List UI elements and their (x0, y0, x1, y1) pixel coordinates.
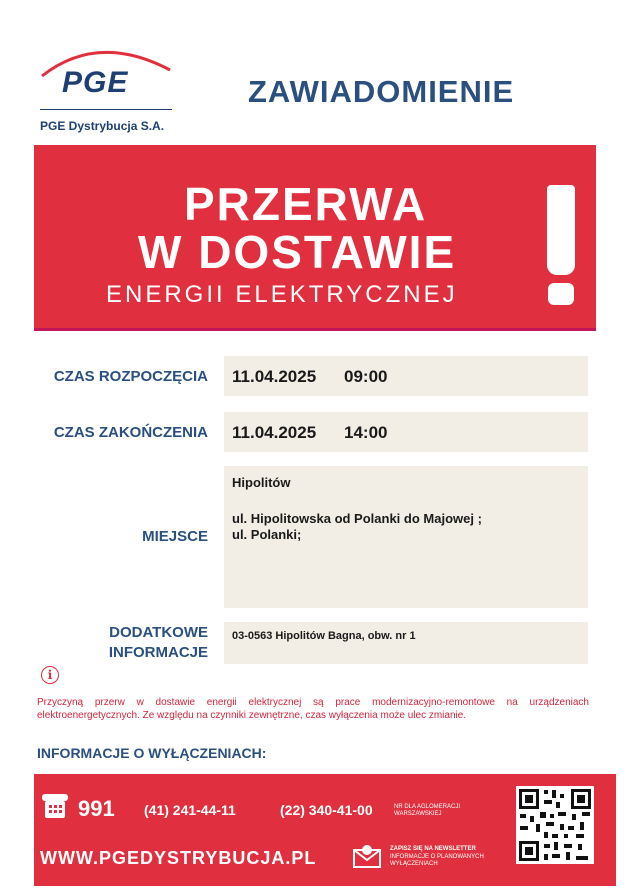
company-name: PGE Dystrybucja S.A. (40, 119, 165, 133)
start-time-label: CZAS ROZPOCZĘCIA (53, 368, 208, 385)
banner-stripe (34, 328, 596, 331)
place-street-2: ul. Polanki; (232, 527, 302, 542)
logo-divider (40, 109, 172, 110)
contact-footer (34, 774, 616, 886)
end-date: 11.04.2025 (232, 423, 317, 442)
newsletter-desc-line-2: WYŁĄCZENIACH (390, 861, 438, 867)
end-time-label: CZAS ZAKOŃCZENIA (53, 424, 208, 441)
phone-icon (40, 794, 70, 820)
qr-code-icon[interactable] (516, 786, 594, 864)
phone-warsaw-note-line-2: WARSZAWSKIEJ (394, 811, 442, 817)
start-time-box (224, 356, 588, 396)
info-icon: i (41, 666, 59, 684)
newsletter-desc (390, 854, 484, 868)
phone-warsaw: (22) 340-41-00 (280, 802, 373, 818)
place-town: Hipolitów (232, 475, 291, 490)
pge-logo (38, 38, 178, 138)
place-label: MIEJSCE (142, 528, 208, 545)
banner-line-3: ENERGII ELEKTRYCZNEJ (106, 281, 458, 308)
place-box (224, 466, 588, 608)
envelope-icon (352, 842, 382, 868)
banner-line-1: PRZERWA (184, 178, 428, 230)
phone-warsaw-note (394, 804, 460, 818)
extra-info-label-line-2: INFORMACJE (108, 644, 208, 661)
outage-note: Przyczyną przerw w dostawie energii elektrycznej są prace modernizacyjno-remontowe na urządzeniach elektroenergetycznych. Ze względu na czynniki zewnętrzne, czas wyłączenia może ulec zmianie. (37, 697, 589, 721)
end-time-box (224, 412, 588, 452)
start-date: 11.04.2025 (232, 367, 317, 386)
newsletter-desc-line-1: INFORMACJE O PLANOWANYCH (390, 854, 484, 860)
extra-info-label (34, 623, 208, 663)
extra-info-value: 03-0563 Hipolitów Bagna, obw. nr 1 (232, 630, 416, 642)
start-hour: 09:00 (344, 367, 388, 386)
logo-text: PGE (62, 66, 129, 99)
outage-banner (34, 145, 596, 330)
end-hour: 14:00 (344, 423, 388, 442)
extra-info-label-line-1: DODATKOWE (109, 624, 208, 641)
website-link[interactable]: WWW.PGEDYSTRYBUCJA.PL (40, 848, 317, 868)
extra-info-box (224, 622, 588, 664)
newsletter-title[interactable]: ZAPISZ SIĘ NA NEWSLETTER (390, 846, 476, 852)
document-title: ZAWIADOMIENIE (248, 74, 515, 109)
place-street-1: ul. Hipolitowska od Polanki do Majowej ; (232, 511, 482, 526)
outage-info-heading: INFORMACJE O WYŁĄCZENIACH: (37, 745, 267, 761)
phone-warsaw-note-line-1: NR DLA AGLOMERACJI (394, 804, 461, 810)
banner-line-2: W DOSTAWIE (138, 226, 457, 278)
phone-secondary: (41) 241-44-11 (144, 802, 236, 818)
phone-main: 991 (78, 796, 115, 821)
